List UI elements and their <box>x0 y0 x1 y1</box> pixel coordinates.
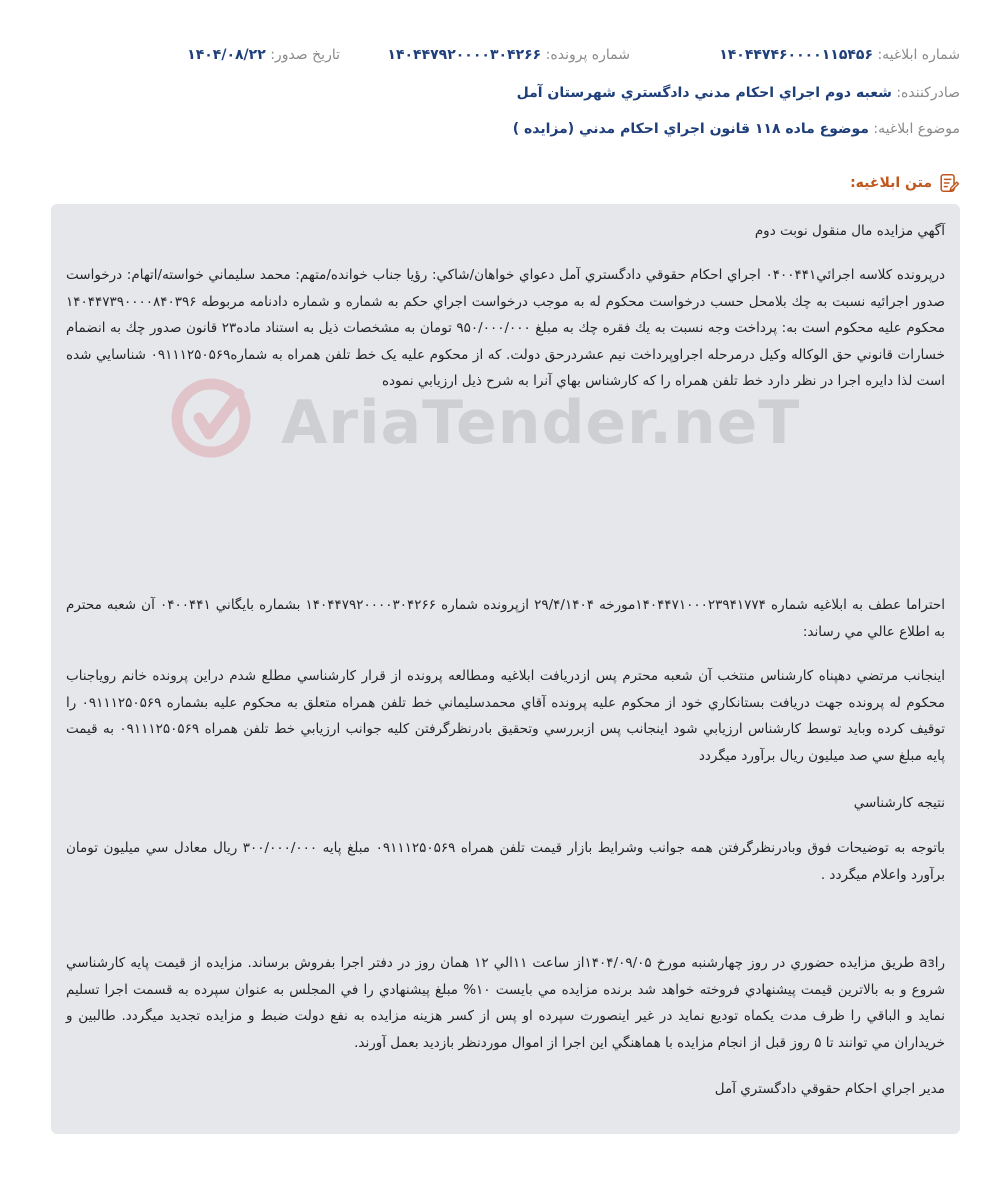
issuer-value: شعبه دوم اجراي احکام مدني دادگستري شهرستان آمل <box>516 85 892 101</box>
notice-number <box>719 47 960 63</box>
notice-number-label: شماره ابلاغيه: <box>877 47 960 63</box>
document-edit-icon <box>938 172 960 194</box>
body-paragraph-7: راаз طريق مزايده حضوري در روز چهارشنبه مورخ ۱۴۰۴/۰۹/۰۵از ساعت ۱۱الي ۱۲ همان روز در دفتر اجرا بفروش برساند. مزايده از قيمت پايه کارشناسي شروع و به بالاترين قيمت پيشنهادي فروخته خواهد شد برنده مزايده مي بايست ۱۰% مبلغ پيشنهادي را في المجلس به عنوان سپرده به قسمت اجرا تسليم نمايد و الباقي را ظرف مدت يکماه توديع نمايد در غير اينصورت سپرده او پس از کسر هزينه مزايده به نفع دولت ضبط و مزايده تجديد ميگردد. طالبين و خريداران مي توانند تا ۵ روز قبل از انجام مزايده با هماهنگي اين اجرا از اموال موردنظر بازديد بعمل آورند. <box>66 955 946 1051</box>
issue-date <box>187 47 340 63</box>
issue-date-label: تاريخ صدور: <box>270 47 340 63</box>
body-paragraph-2: درپرونده کلاسه اجرائي۰۴۰۰۴۴۱ اجراي احکام حقوقي دادگستري آمل دعواي خواهان/شاکي: رؤيا جناب خوانده/متهم: محمد سليماني خواسته/اتهام: درخواست صدور اجرائيه نسبت به چك بلامحل حسب درخواست محکوم له به موجب درخواست اجراي حکم به شماره و شماره دادنامه مربوطه ۱۴۰۴۴۷۳۹۰۰۰۰۸۴۰۳۹۶ محکوم عليه محکوم است به: پرداخت وجه نسبت به يك فقره چك به مبلغ ۹۵۰/۰۰۰/۰۰۰ تومان به مشخصات ذيل به استناد ماده۲۳ قانون صدور چك به انضمام خسارات قانوني حق الوکاله وکيل درمرحله اجراوپرداخت نيم عشردرحق دولت. که از محکوم عليه يک خط تلفن همراه به شماره۰۹۱۱۱۲۵۰۵۶۹ شناسايي شده است لذا دايره اجرا در نظر دارد خط تلفن همراه را که کارشناس بهاي آنرا به شرح ذيل ارزيابي نموده <box>66 267 946 389</box>
notice-text-box <box>51 204 960 1134</box>
notice-meta-row <box>40 47 960 71</box>
body-paragraph-6: باتوجه به توضيحات فوق وبادرنظرگرفتن همه جوانب وشرايط بازار قيمت تلفن همراه ۰۹۱۱۱۲۵۰۵۶۹ مبلغ پايه ۳۰۰/۰۰۰/۰۰۰ ريال معادل سي ميليون تومان برآورد واعلام ميگردد . <box>66 840 946 883</box>
body-paragraph-5: نتيجه کارشناسي <box>853 795 945 811</box>
body-paragraph-3: احتراما عطف به ابلاغيه شماره ۱۴۰۴۴۷۱۰۰۰۲۳۹۴۱۷۷۴مورخه ۲۹/۴/۱۴۰۴ ازپرونده شماره ۱۴۰۴۴۷۹۲۰۰۰۰۳۰۴۲۶۶ بشماره بايگاني ۰۴۰۰۴۴۱ آن شعبه محترم به اطلاع عالي مي رساند: <box>66 597 945 640</box>
case-number-label: شماره پرونده: <box>545 47 630 63</box>
notice-number-value: ۱۴۰۴۴۷۴۶۰۰۰۰۱۱۵۴۵۶ <box>719 47 873 63</box>
case-number-value: ۱۴۰۴۴۷۹۲۰۰۰۰۳۰۴۲۶۶ <box>387 47 542 63</box>
issuer-label: صادرکننده: <box>896 85 960 101</box>
watermark-text: AriaTender.neT <box>281 388 801 458</box>
notice-text-title-label: متن ابلاغيه: <box>850 175 932 191</box>
subject-label: موضوع ابلاغيه: <box>873 121 960 137</box>
issuer-line <box>40 85 960 101</box>
body-paragraph-8: مدير اجراي احکام حقوقي دادگستري آمل <box>714 1081 945 1097</box>
issue-date-value: ۱۴۰۴/۰۸/۲۲ <box>187 47 266 63</box>
body-paragraph-4: اينجانب مرتضي دهپناه کارشناس منتخب آن شعبه محترم پس ازدريافت ابلاغيه ومطالعه پرونده از قرار کارشناسي مطلع شدم دراين پرونده خانم روياجناب محکوم له پرونده جهت دريافت بستانکاري خود از محکوم عليه پرونده آقاي محمدسليماني خط تلفن همراه متعلق به محکوم عليه بشماره ۰۹۱۱۱۲۵۰۵۶۹ را توقيف کرده وبايد توسط کارشناس ارزيابي شود اينجانب پس ازبررسي وتحقيق بادرنظرگرفتن کليه جوانب ارزيابي خط تلفن همراه ۰۹۱۱۱۲۵۰۵۶۹ به قيمت پايه مبلغ سي صد ميليون ريال برآورد ميگردد <box>66 668 945 764</box>
subject-value: موضوع ماده ۱۱۸ قانون اجراي احکام مدني (مزايده ) <box>512 121 869 137</box>
subject-line <box>40 121 960 137</box>
case-number <box>387 47 630 63</box>
body-paragraph-1: آگهي مزايده مال منقول نوبت دوم <box>754 223 945 239</box>
notice-text-title <box>850 172 960 194</box>
